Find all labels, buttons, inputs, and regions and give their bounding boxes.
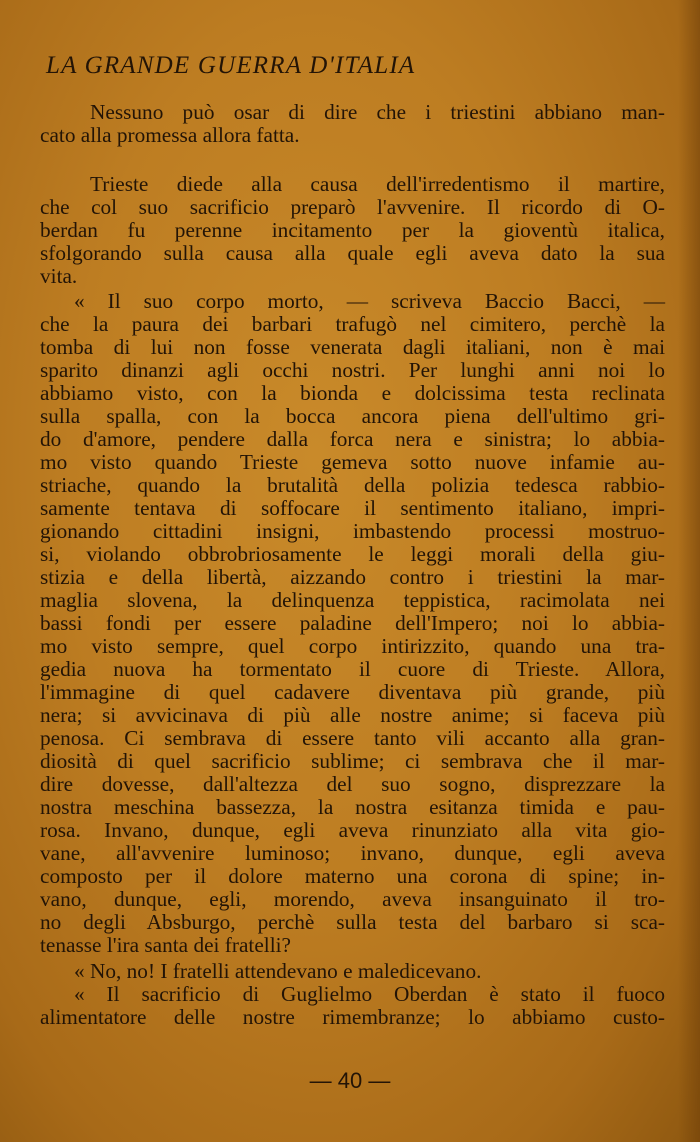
text-line: nera; si avvicinava di più alle nostre anime; si faceva più <box>40 703 665 727</box>
text-line: no degli Absburgo, perchè sulla testa del barbaro si sca- <box>40 910 665 934</box>
text-line: maglia slovena, la delinquenza teppistica, racimolata nei <box>40 588 665 612</box>
text-line: gedia nuova ha tormentato il cuore di Trieste. Allora, <box>40 657 665 681</box>
text-line: striache, quando la brutalità della polizia tedesca rabbio- <box>40 473 665 497</box>
running-head: LA GRANDE GUERRA D'ITALIA <box>46 52 416 79</box>
text-line: composto per il dolore materno una corona di spine; in- <box>40 864 665 888</box>
text-line: che col suo sacrificio preparò l'avvenire. Il ricordo di O- <box>40 195 665 219</box>
text-line: gionando cittadini insigni, imbastendo processi mostruo- <box>40 519 665 543</box>
page-edge-shadow <box>678 0 700 1142</box>
text-line: abbiamo visto, con la bionda e dolcissima testa reclinata <box>40 381 665 405</box>
text-line: si, violando obbrobriosamente le leggi morali della giu- <box>40 542 665 566</box>
text-line: « Il suo corpo morto, — scriveva Baccio Bacci, — <box>74 289 665 313</box>
text-line: mo visto quando Trieste gemeva sotto nuove infamie au- <box>40 450 665 474</box>
text-line: vita. <box>40 264 78 288</box>
text-line: Nessuno può osar di dire che i triestini abbiano man- <box>90 100 665 124</box>
text-line: « Il sacrificio di Guglielmo Oberdan è stato il fuoco <box>74 982 665 1006</box>
text-line: stizia e della libertà, aizzando contro i triestini la mar- <box>40 565 665 589</box>
text-line: nostra meschina bassezza, la nostra esitanza timida e pau- <box>40 795 665 819</box>
text-line: vane, all'avvenire luminoso; invano, dunque, egli aveva <box>40 841 665 865</box>
text-line: tomba di lui non fosse venerata dagli italiani, non è mai <box>40 335 665 359</box>
text-line: tenasse l'ira santa dei fratelli? <box>40 933 291 957</box>
text-line: rosa. Invano, dunque, egli aveva rinunziato alla vita gio- <box>40 818 665 842</box>
text-line: mo visto sempre, quel corpo intirizzito, quando una tra- <box>40 634 665 658</box>
page-number: — 40 — <box>309 1068 391 1093</box>
text-line: sulla spalla, con la bocca ancora piena dell'ultimo gri- <box>40 404 665 428</box>
text-line: alimentatore delle nostre rimembranze; lo abbiamo custo- <box>40 1005 665 1029</box>
text-line: che la paura dei barbari trafugò nel cimitero, perchè la <box>40 312 665 336</box>
text-line: cato alla promessa allora fatta. <box>40 123 300 147</box>
text-line: berdan fu perenne incitamento per la gioventù italica, <box>40 218 665 242</box>
text-line: samente tentava di soffocare il sentimento italiano, impri- <box>40 496 665 520</box>
text-line: dire dovesse, dall'altezza del suo sogno, disprezzare la <box>40 772 665 796</box>
text-line: sfolgorando sulla causa alla quale egli aveva dato la sua <box>40 241 665 265</box>
text-line: vano, dunque, egli, morendo, aveva insanguinato il tro- <box>40 887 665 911</box>
text-line: do d'amore, pendere dalla forca nera e sinistra; lo abbia- <box>40 427 665 451</box>
text-line: Trieste diede alla causa dell'irredentismo il martire, <box>90 172 665 196</box>
text-line: penosa. Ci sembrava di essere tanto vili accanto alla gran- <box>40 726 665 750</box>
text-line: diosità di quel sacrificio sublime; ci sembrava che il mar- <box>40 749 665 773</box>
text-line: l'immagine di quel cadavere diventava più grande, più <box>40 680 665 704</box>
text-line: « No, no! I fratelli attendevano e maledicevano. <box>74 959 482 983</box>
text-line: sparito dinanzi agli occhi nostri. Per lunghi anni noi lo <box>40 358 665 382</box>
text-line: bassi fondi per essere paladine dell'Impero; noi lo abbia- <box>40 611 665 635</box>
